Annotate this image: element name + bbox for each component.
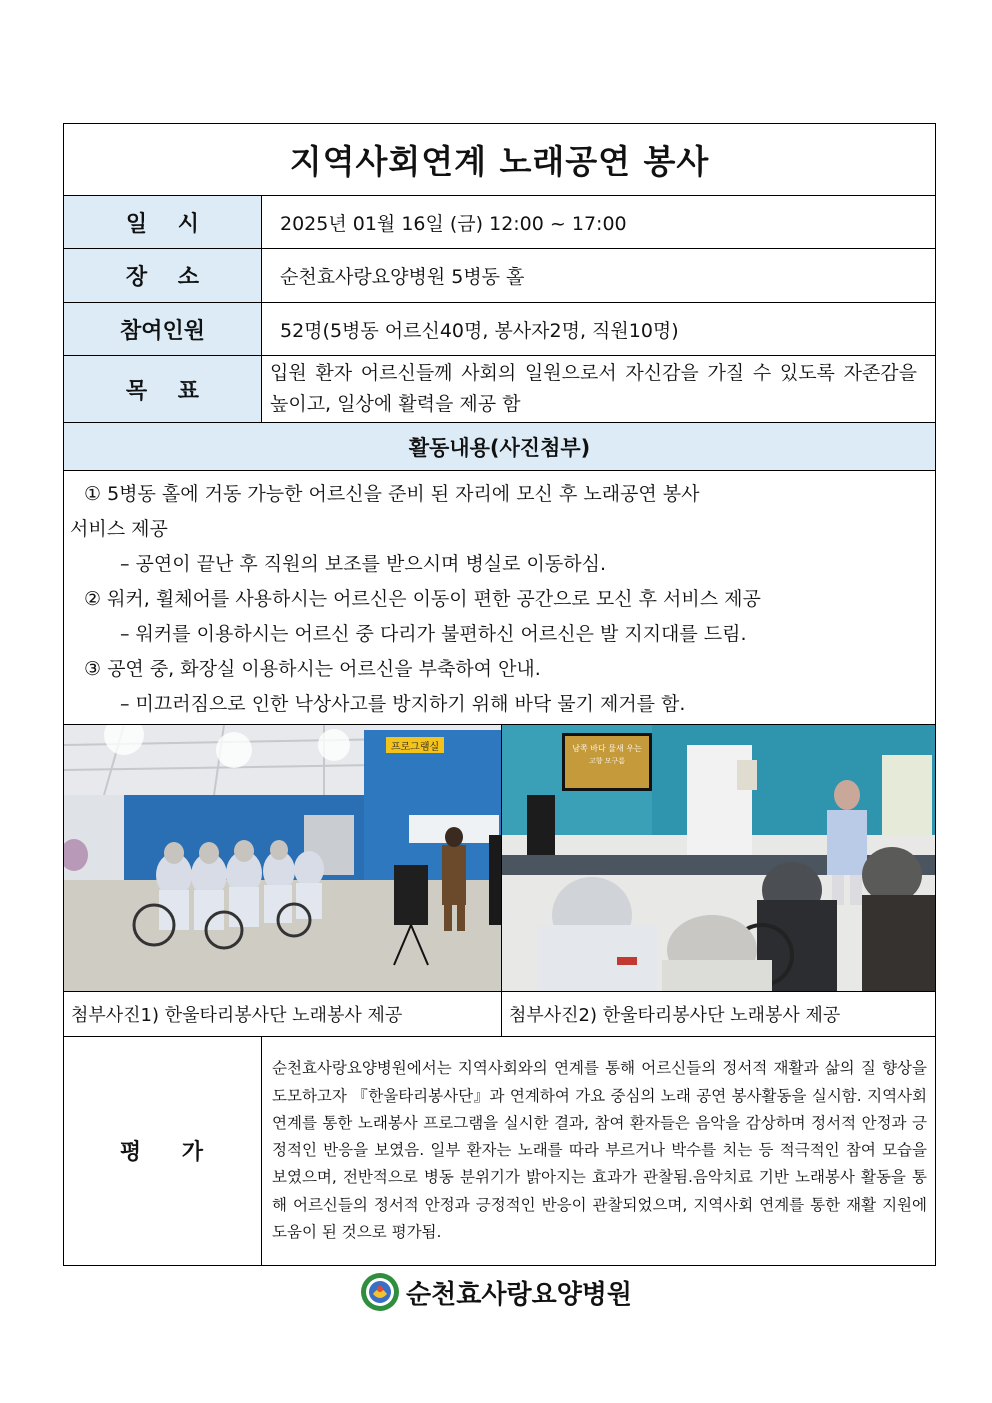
activity-content — [64, 471, 936, 725]
footer-logo — [360, 1272, 632, 1312]
activity-line-2: 서비스 제공 — [70, 518, 168, 540]
goal-value: 입원 환자 어르신들께 사회의 일원으로서 자신감을 가질 수 있도록 자존감을 높이고, 일상에 활력을 제공 함 — [262, 356, 936, 423]
activity-line-7: – 미끄러짐으로 인한 낙상사고를 방지하기 위해 바닥 물기 제거를 함. — [120, 693, 686, 715]
hospital-emblem-icon — [360, 1272, 400, 1312]
photo-2 — [502, 725, 936, 992]
footer-org-name: 순천효사랑요양병원 — [406, 1279, 633, 1310]
photo-1-caption: 첨부사진1) 한울타리봉사단 노래봉사 제공 — [64, 992, 502, 1037]
evaluation-text: 순천효사랑요양병원에서는 지역사회와의 연계를 통해 어르신들의 정서적 재활과 삶의 질 향상을 도모하고자 『한울타리봉사단』과 연계하여 가요 중심의 노래 공연 봉사활동을 실시함. 지역사회 연계를 통한 노래봉사 프로그램을 실시한 결과, 참여 환자들은 음악을 감상하며 정서적 안정과 긍정적인 반응을 보였음. 일부 환자는 노래를 따라 부르거나 박수를 치는 등 적극적인 참여 모습을 보였으며, 전반적으로 병동 분위기가 밝아지는 효과가 관찰됨.음악치료 기반 노래봉사 활동을 통해 어르신들의 정서적 안정과 긍정적인 반응이 관찰되었으며, 지역사회 연계를 통한 재활 지원에 도움이 된 것으로 평가됨. — [262, 1037, 936, 1265]
evaluation-label: 평 가 — [64, 1037, 262, 1265]
photo-2-caption: 첨부사진2) 한울타리봉사단 노래봉사 제공 — [502, 992, 936, 1037]
photo-2-screen-text: 고향 모구름 — [588, 757, 626, 765]
date-label: 일 시 — [64, 196, 262, 249]
activity-line-6: ③ 공연 중, 화장실 이용하시는 어르신을 부축하여 안내. — [84, 658, 541, 680]
photo-1 — [64, 725, 502, 992]
photo-1-image — [64, 725, 502, 991]
goal-label: 목 표 — [64, 356, 262, 423]
activity-line-1: ① 5병동 홀에 거동 가능한 어르신을 준비 된 자리에 모신 후 노래공연 봉사 — [84, 483, 700, 505]
evaluation-table — [63, 1037, 936, 1266]
place-value: 순천효사랑요양병원 5병동 홀 — [262, 249, 936, 303]
date-value: 2025년 01월 16일 (금) 12:00 ~ 17:00 — [262, 196, 936, 249]
report-document — [63, 123, 935, 1266]
activity-heading: 활동내용(사진첨부) — [64, 423, 936, 471]
participants-label: 참여인원 — [64, 303, 262, 356]
activity-line-4: ② 워커, 휠체어를 사용하시는 어르신은 이동이 편한 공간으로 모신 후 서비스 제공 — [84, 588, 761, 610]
photo-table — [63, 725, 936, 1037]
report-table — [63, 123, 936, 725]
activity-line-5: – 워커를 이용하시는 어르신 중 다리가 불편하신 어르신은 발 지지대를 드림. — [120, 623, 747, 645]
photo-1-sign: 프로그램실 — [390, 742, 440, 753]
photo-2-image — [502, 725, 936, 991]
activity-line-3: – 공연이 끝난 후 직원의 보조를 받으시며 병실로 이동하심. — [120, 553, 606, 575]
place-label: 장 소 — [64, 249, 262, 303]
report-title: 지역사회연계 노래공연 봉사 — [64, 124, 936, 196]
photo-2-screen-title: 남쪽 바다 물새 우는 — [572, 744, 642, 753]
participants-value: 52명(5병동 어르신40명, 봉사자2명, 직원10명) — [262, 303, 936, 356]
